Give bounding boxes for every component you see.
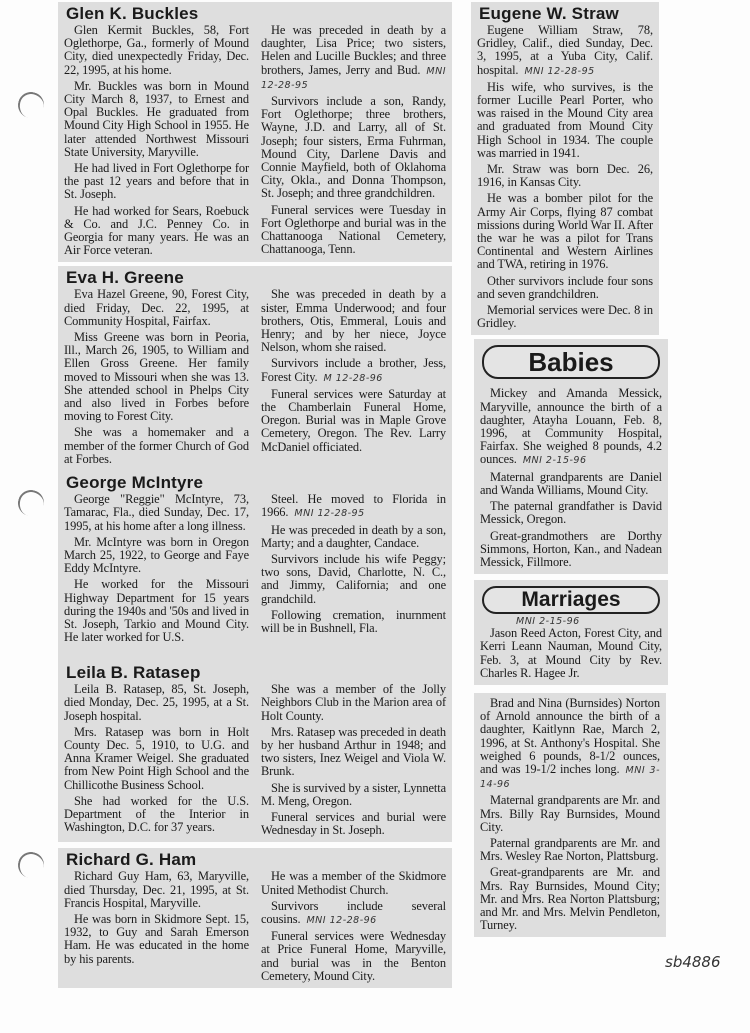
paragraph-text: Mr. McIntyre was born in Oregon March 25, 1922, to George and Faye Eddy McIntyre. bbox=[64, 534, 249, 576]
paragraph-text: Mickey and Amanda Messick, Maryville, announce the birth of a daughter, Atayha Louann, Feb. 8, 1996, at Community Hospital, Fairfax. She weighed 8 pounds, 4.2 ounces. bbox=[480, 386, 662, 467]
text-column bbox=[64, 870, 249, 986]
paragraph-text: The paternal grandfather is David Messick, Oregon. bbox=[480, 499, 662, 527]
handwritten-note: MNI 3-14-96 bbox=[480, 764, 660, 791]
paragraph-text: Mr. Straw was born Dec. 26, 1916, in Kansas City. bbox=[477, 162, 653, 190]
paragraph-text: He had lived in Fort Oglethorpe for the past 12 years and before that in St. Joseph. bbox=[64, 161, 249, 202]
scan-id-handwritten: sb4886 bbox=[665, 953, 721, 971]
paragraph bbox=[64, 288, 249, 328]
obituary-columns bbox=[64, 493, 446, 647]
paragraph-text: Other survivors include four sons and seven grandchildren. bbox=[477, 273, 653, 301]
obituary-straw bbox=[471, 2, 659, 335]
paragraph-text: Maternal grandparents are Mr. and Mrs. Billy Ray Burnsides, Mound City. bbox=[480, 793, 660, 834]
paragraph-text: He was a member of the Skidmore United Methodist Church. bbox=[261, 869, 446, 897]
paragraph-text: Survivors include several cousins. bbox=[261, 898, 446, 926]
paragraph bbox=[261, 609, 446, 635]
paragraph bbox=[261, 204, 446, 257]
paragraph-text: Funeral services were Wednesday at Price Funeral Home, Maryville, and burial was in the Benton Cemetery, Mound City. bbox=[261, 929, 446, 983]
paragraph bbox=[64, 795, 249, 835]
obituary-columns bbox=[64, 24, 446, 260]
paragraph bbox=[261, 24, 446, 92]
handwritten-note: M 12-28-96 bbox=[323, 372, 383, 384]
obituary-title: Glen K. Buckles bbox=[66, 4, 199, 23]
text-column bbox=[261, 288, 446, 469]
binder-hole bbox=[15, 849, 47, 881]
paragraph-text: Steel. He moved to Florida in 1966. bbox=[261, 492, 446, 520]
obituary-title: Richard G. Ham bbox=[66, 850, 197, 870]
paragraph-text: She was preceded in death by a sister, Emma Underwood; and four brothers, Otis, Emmeral, Louis and Henry; and by her niece, Joyce Nelson, whom she raised. bbox=[261, 287, 446, 355]
paragraph-text: He worked for the Missouri Highway Department for 15 years during the 1940s and '50s and lived in St. Joseph, Tarkio and Mound City. He later worked for U.S. bbox=[64, 577, 249, 645]
paragraph bbox=[261, 726, 446, 779]
obituary-columns bbox=[64, 683, 446, 840]
marriages-banner: Marriages bbox=[482, 586, 660, 614]
paragraph-text: Jason Reed Acton, Forest City, and Kerri Leann Nauman, Mound City, Feb. 3, at Mound City by Rev. Charles R. Hagee Jr. bbox=[480, 626, 662, 680]
obituary-title: Leila B. Ratasep bbox=[66, 663, 201, 683]
text-column bbox=[64, 493, 249, 647]
paragraph bbox=[477, 24, 653, 78]
text-column bbox=[261, 24, 446, 260]
paragraph bbox=[477, 275, 653, 301]
paragraph-text: Great-grandmothers are Dorthy Simmons, Horton, Kan., and Nadean Messick, Fillmore. bbox=[480, 528, 662, 569]
paragraph-text: He was preceded in death by a daughter, Lisa Price; two sisters, Helen and Lucille Buckles; and three brothers, James, Jerry and Bud. bbox=[261, 23, 446, 77]
obituary-title: George McIntyre bbox=[66, 473, 204, 493]
paragraph bbox=[261, 524, 446, 550]
binder-hole bbox=[15, 487, 47, 519]
paragraph bbox=[64, 426, 249, 466]
obituary-title: Eva H. Greene bbox=[66, 268, 184, 288]
paragraph bbox=[261, 900, 446, 927]
left-column-clippings bbox=[58, 2, 452, 988]
paragraph bbox=[480, 500, 662, 526]
paragraph-text: He was born in Skidmore Sept. 15, 1932, to Guy and Sarah Emerson Ham. He was educated in the home by his parents. bbox=[64, 911, 249, 966]
paragraph bbox=[477, 192, 653, 271]
paragraph bbox=[480, 837, 660, 863]
paragraph-text: His wife, who survives, is the former Lucille Pearl Porter, who was raised in the Mound City area and graduated from Mound City High School in 1934. The couple was married in 1941. bbox=[477, 79, 653, 160]
handwritten-note: MNI 2-15-96 bbox=[516, 616, 580, 628]
text-column bbox=[477, 24, 653, 333]
paragraph-text: Following cremation, inurnment will be in Bushnell, Fla. bbox=[261, 607, 446, 635]
text-column bbox=[64, 683, 249, 840]
paragraph-text: She was a member of the Jolly Neighbors Club in the Marion area of Holt County. bbox=[261, 682, 446, 723]
paragraph-text: Great-grandparents are Mr. and Mrs. Ray Burnsides, Mound City; Mr. and Mrs. Rea Norton Plattsburg; and Mr. and Mrs. Melvin Pendleton, Turney. bbox=[480, 865, 660, 933]
paragraph bbox=[64, 870, 249, 910]
paragraph bbox=[64, 913, 249, 966]
paragraph bbox=[64, 493, 249, 533]
babies-banner: Babies bbox=[482, 345, 660, 379]
paragraph-text: Survivors include his wife Peggy; two sons, David, Charlotte, N. C., and Jimmy, California; and one grandchild. bbox=[261, 551, 446, 606]
paragraph-text: Funeral services and burial were Wednesday in St. Joseph. bbox=[261, 809, 446, 838]
obituary-greene bbox=[58, 266, 452, 471]
paragraph bbox=[64, 726, 249, 792]
paragraph-text: He had worked for Sears, Roebuck & Co. and J.C. Penney Co. in Georgia for many years. He was an Air Force veteran. bbox=[64, 203, 249, 258]
babies-section bbox=[474, 339, 668, 574]
paragraph-text: Mrs. Ratasep was born in Holt County Dec. 5, 1910, to U.G. and Anna Kramer Weigel. She graduated from New Point High School and the Chillicothe Business School. bbox=[64, 724, 249, 792]
paragraph bbox=[261, 493, 446, 520]
paragraph-text: Maternal grandparents are Daniel and Wanda Williams, Mound City. bbox=[480, 469, 662, 497]
paragraph bbox=[64, 578, 249, 644]
paragraph bbox=[261, 95, 446, 201]
paragraph bbox=[480, 627, 662, 680]
paragraph bbox=[480, 530, 662, 570]
handwritten-note: MNI 2-15-96 bbox=[522, 455, 587, 467]
norton-body bbox=[480, 697, 660, 932]
obituary-columns bbox=[477, 24, 653, 333]
obituary-columns bbox=[64, 870, 446, 986]
paragraph-text: Mr. Buckles was born in Mound City March 8, 1937, to Ernest and Opal Buckles. He graduated from Mound City High School in 1955. He later attended Northwest Missouri State University, Maryville. bbox=[64, 78, 249, 159]
birth-announcement-norton bbox=[474, 693, 666, 937]
paragraph bbox=[480, 794, 660, 834]
paragraph bbox=[477, 304, 653, 330]
paragraph bbox=[480, 697, 660, 791]
paragraph-text: George "Reggie" McIntyre, 73, Tamarac, Fla., died Sunday, Dec. 17, 1995, at his home after a long illness. bbox=[64, 492, 249, 533]
paragraph-text: Funeral services were Saturday at the Chamberlain Funeral Home, Oregon. Burial was in Maple Grove Cemetery, Oregon. The Rev. Larry McDaniel officiated. bbox=[261, 386, 446, 454]
paragraph bbox=[64, 331, 249, 423]
paragraph-text: She is survived by a sister, Lynnetta M. Meng, Oregon. bbox=[261, 780, 446, 808]
paragraph-text: Glen Kermit Buckles, 58, Fort Oglethorpe, Ga., formerly of Mound City, died unexpectedly Friday, Dec. 22, 1995, at his home. bbox=[64, 23, 249, 77]
text-column bbox=[64, 24, 249, 260]
paragraph bbox=[261, 870, 446, 896]
paragraph bbox=[261, 388, 446, 454]
paragraph-text: Paternal grandparents are Mr. and Mrs. Wesley Rae Norton, Plattsburg. bbox=[480, 835, 660, 864]
paragraph bbox=[64, 162, 249, 202]
handwritten-note: MNI 12-28-96 bbox=[306, 914, 377, 926]
marriages-body bbox=[480, 627, 662, 680]
obituary-mcintyre bbox=[58, 471, 452, 661]
paragraph-text: He was preceded in death by a son, Marty; and a daughter, Candace. bbox=[261, 522, 446, 550]
paragraph bbox=[64, 536, 249, 576]
obituary-ham bbox=[58, 848, 452, 988]
paragraph bbox=[261, 553, 446, 606]
text-column bbox=[261, 683, 446, 840]
paragraph bbox=[261, 811, 446, 837]
paragraph-text: He was a bomber pilot for the Army Air Corps, flying 87 combat missions during World War II. After the war he was a pilot for Trans Continental and Western Airlines and TWA, retiring in 1976. bbox=[477, 191, 653, 272]
paragraph bbox=[477, 163, 653, 189]
paragraph bbox=[480, 471, 662, 497]
obituary-buckles bbox=[58, 2, 452, 262]
paragraph-text: Eugene William Straw, 78, Gridley, Calif., died Sunday, Dec. 3, 1995, at a Yuba City, Calif. hospital. bbox=[477, 23, 653, 77]
paragraph-text: Richard Guy Ham, 63, Maryville, died Thursday, Dec. 21, 1995, at St. Francis Hospital, Maryville. bbox=[64, 869, 249, 910]
marriages-section bbox=[474, 580, 668, 685]
text-column bbox=[261, 493, 446, 647]
text-column bbox=[261, 870, 446, 986]
handwritten-note: MNI 12-28-95 bbox=[524, 65, 595, 77]
paragraph bbox=[480, 866, 660, 932]
paragraph bbox=[261, 288, 446, 354]
paragraph bbox=[261, 930, 446, 983]
obituary-ratasep bbox=[58, 661, 452, 842]
paragraph bbox=[477, 81, 653, 160]
binder-hole bbox=[15, 89, 47, 121]
handwritten-note: MNI 12-28-95 bbox=[261, 65, 446, 91]
paragraph-text: She was a homemaker and a member of the former Church of God at Forbes. bbox=[64, 425, 249, 466]
paragraph-text: Brad and Nina (Burnsides) Norton of Arnold announce the birth of a daughter, Kaitlynn Rae, March 2, 1996, at St. Anthony's Hospital. She weighed 6 pounds, 8-1/2 ounces, and was 19-1/2 inches long. bbox=[480, 695, 660, 776]
babies-body bbox=[480, 387, 662, 569]
obituary-title: Eugene W. Straw bbox=[479, 4, 619, 23]
paragraph-text: Funeral services were Tuesday in Fort Oglethorpe and burial was in the Chattanooga National Cemetery, Chattanooga, Tenn. bbox=[261, 202, 446, 257]
handwritten-note: MNI 12-28-95 bbox=[294, 508, 365, 520]
right-column-clippings bbox=[471, 2, 668, 937]
paragraph bbox=[64, 80, 249, 159]
paragraph-text: Leila B. Ratasep, 85, St. Joseph, died Monday, Dec. 25, 1995, at a St. Joseph hospital. bbox=[64, 682, 249, 723]
paragraph-text: Memorial services were Dec. 8 in Gridley. bbox=[477, 303, 653, 331]
paragraph bbox=[64, 683, 249, 723]
text-column bbox=[64, 288, 249, 469]
paragraph bbox=[480, 387, 662, 467]
paragraph-text: Mrs. Ratasep was preceded in death by her husband Arthur in 1948; and two sisters, Inez Weigel and Viola W. Brunk. bbox=[261, 724, 446, 779]
paragraph-text: Survivors include a brother, Jess, Forest City. bbox=[261, 356, 446, 384]
paragraph-text: Miss Greene was born in Peoria, Ill., March 26, 1905, to William and Ellen Gross Greene. Her family moved to Missouri when she was 13. She attended school in Phelps City and also lived in Forbes before moving to Forest City. bbox=[64, 330, 249, 424]
paragraph bbox=[64, 205, 249, 258]
paragraph bbox=[64, 24, 249, 77]
obituary-columns bbox=[64, 288, 446, 469]
paragraph-text: Eva Hazel Greene, 90, Forest City, died Friday, Dec. 22, 1995, at Community Hospital, Fairfax. bbox=[64, 287, 249, 328]
paragraph bbox=[261, 357, 446, 384]
paragraph-text: Survivors include a son, Randy, Fort Oglethorpe; three brothers, Wayne, J.D. and Larry, all of St. Joseph; four sisters, Erma Fuhrman, Mound City, Darlene Davis and Connie Mayfield, both of Oklahoma City, Okla., and Donna Thompson, St. Joseph; and three grandchildren. bbox=[261, 94, 446, 201]
paragraph-text: She had worked for the U.S. Department of the Interior in Washington, D.C. for 37 years. bbox=[64, 793, 249, 835]
paragraph bbox=[261, 782, 446, 808]
paragraph bbox=[261, 683, 446, 723]
